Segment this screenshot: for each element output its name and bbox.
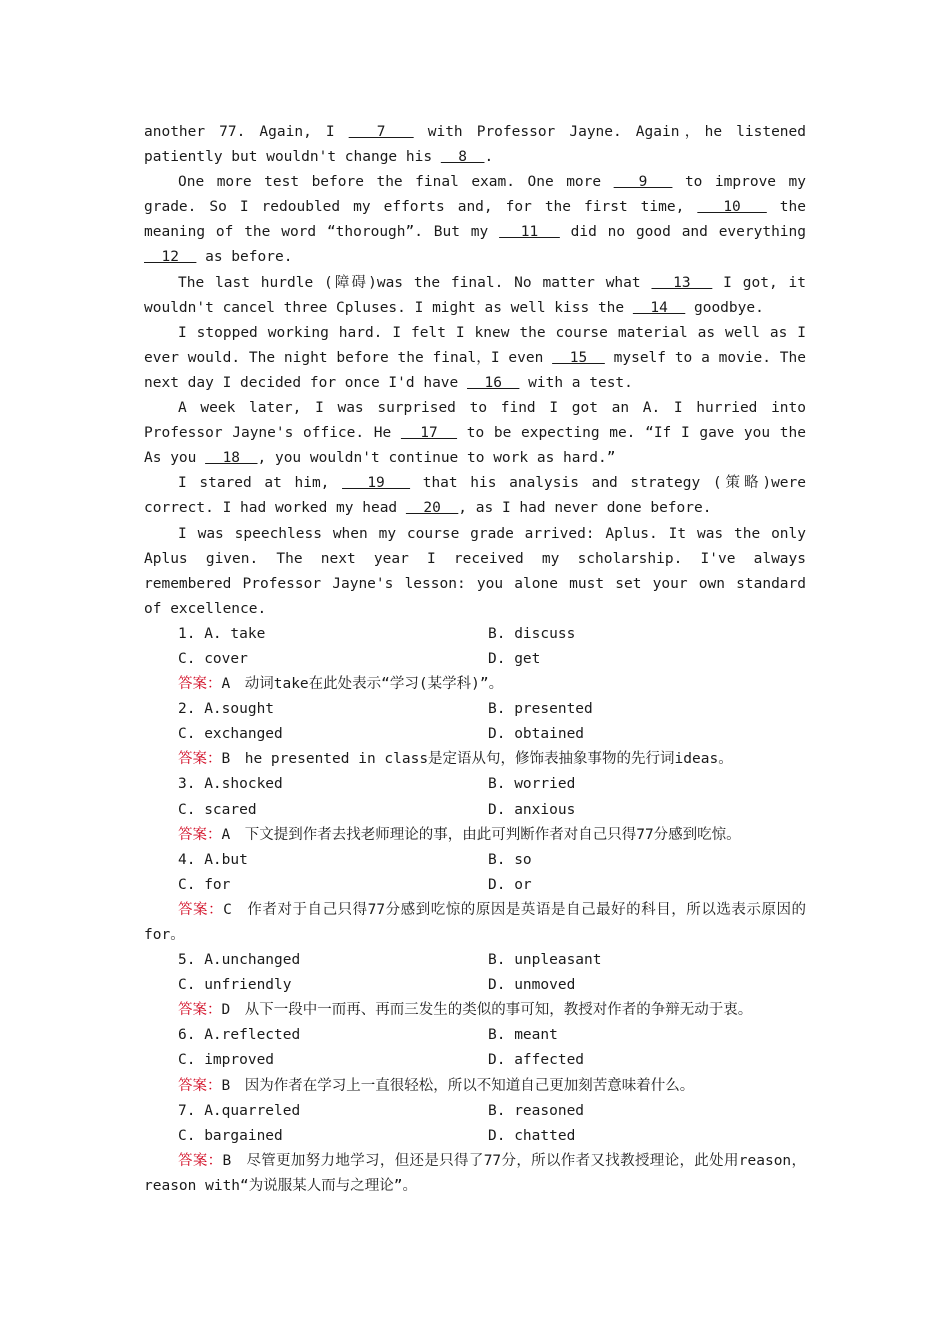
passage-text: myself to a movie. The next day I decided for once I'd have <box>144 349 806 391</box>
answer-label: 答案： <box>178 751 222 768</box>
option-b: B. reasoned <box>488 1102 585 1119</box>
answer-text: C 作者对于自己只得77分感到吃惊的原因是英语是自己最好的科目，所以选表示原因的for。 <box>144 901 807 943</box>
answer-text: B he presented in class是定语从句，修饰表抽象事物的先行词ideas。 <box>221 751 733 768</box>
option-d: D. chatted <box>488 1127 576 1144</box>
option-b: B. discuss <box>488 625 576 642</box>
option-row <box>144 622 806 647</box>
passage-text: the meaning of the word “thorough”. But my <box>144 199 806 241</box>
passage-text: as before. <box>196 249 293 266</box>
answer-label: 答案： <box>178 1152 223 1169</box>
option-row <box>144 873 806 898</box>
option-row <box>144 973 806 998</box>
blank-number: 15 <box>552 349 605 366</box>
blank-number: 11 <box>499 224 560 241</box>
option-c: C. scared <box>178 801 257 818</box>
passage-text: another 77. Again, I <box>144 124 349 140</box>
passage-text: with Professor Jayne. Again，he listened patiently but wouldn't change his <box>144 124 806 166</box>
answer-text: A 动词take在此处表示“学习(某学科)”。 <box>221 676 504 693</box>
passage-text: I stopped working hard. I felt I knew the course material as well as I ever would. The night before the final，I even <box>144 324 806 366</box>
option-row <box>144 948 806 973</box>
passage-paragraph <box>144 170 806 270</box>
option-row <box>144 848 806 873</box>
passage-text: to be expecting me. “If I gave you the As you <box>144 425 806 467</box>
answer-label: 答案： <box>178 676 222 693</box>
answer-text: B 因为作者在学习上一直很轻松，所以不知道自己更加刻苦意味着什么。 <box>221 1077 695 1094</box>
option-a: 3. A.shocked <box>178 776 283 793</box>
option-b: B. presented <box>488 701 593 718</box>
option-row <box>144 1099 806 1124</box>
answer-text: A 下文提到作者去找老师理论的事，由此可判断作者对自己只得77分感到吃惊。 <box>221 826 741 843</box>
passage-text: I was speechless when my course grade arrived: Aplus. It was the only Aplus given. The next year I received my scholarship. I've always remembered Professor Jayne's lesson: you alone must set your own standard of excellence. <box>144 525 806 617</box>
option-c: C. for <box>178 876 231 893</box>
option-c: C. cover <box>178 650 248 667</box>
passage-text: that his analysis and strategy (策略)were correct. I had worked my head <box>144 475 806 517</box>
option-row <box>144 772 806 797</box>
option-b: B. unpleasant <box>488 952 602 969</box>
answer-explanation <box>144 1149 806 1199</box>
passage-paragraph <box>144 321 806 396</box>
answer-explanation <box>144 672 806 697</box>
option-d: D. get <box>488 650 541 667</box>
option-d: D. unmoved <box>488 977 576 994</box>
option-c: C. unfriendly <box>178 977 292 994</box>
option-d: D. anxious <box>488 801 576 818</box>
answer-explanation <box>144 1074 806 1099</box>
passage-text: I got, it wouldn't cancel three Cpluses. I might as well kiss the <box>144 274 806 316</box>
option-row <box>144 722 806 747</box>
answer-explanation <box>144 747 806 772</box>
blank-number: 14 <box>632 299 686 316</box>
passage-text: One more test before the final exam. One more <box>178 174 614 191</box>
cloze-passage <box>144 120 806 622</box>
answer-text: B 尽管更加努力地学习，但还是只得了77分，所以作者又找教授理论，此处用reason，reason with“为说服某人而与之理论”。 <box>144 1152 806 1194</box>
passage-text: did no good and everything <box>559 224 806 241</box>
answer-label: 答案： <box>178 826 222 843</box>
blank-number: 19 <box>342 475 411 492</box>
blank-number: 16 <box>467 374 520 391</box>
answer-explanation <box>144 823 806 848</box>
passage-text: A week later, I was surprised to find I got an A. I hurried into Professor Jayne's office. He <box>144 400 806 442</box>
question-list <box>144 622 806 1199</box>
option-c: C. exchanged <box>178 726 283 743</box>
option-d: D. affected <box>488 1052 585 1069</box>
answer-label: 答案： <box>178 901 224 918</box>
option-c: C. bargained <box>178 1127 283 1144</box>
blank-number: 9 <box>613 174 673 191</box>
passage-text: , you wouldn't continue to work as hard.” <box>257 450 616 467</box>
passage-paragraph <box>144 120 806 170</box>
passage-text: , as I had never done before. <box>458 500 712 517</box>
passage-paragraph <box>144 271 806 321</box>
option-a: 2. A.sought <box>178 701 275 718</box>
blank-number: 10 <box>697 199 767 216</box>
passage-text: goodbye. <box>685 299 764 316</box>
option-row <box>144 697 806 722</box>
answer-explanation <box>144 898 806 948</box>
option-row <box>144 1023 806 1048</box>
option-b: B. meant <box>488 1027 558 1044</box>
passage-paragraph <box>144 471 806 521</box>
blank-number: 17 <box>400 425 458 442</box>
answer-label: 答案： <box>178 1002 222 1019</box>
option-row <box>144 647 806 672</box>
option-row <box>144 798 806 823</box>
option-a: 6. A.reflected <box>178 1027 301 1044</box>
answer-text: D 从下一段中一而再、再而三发生的类似的事可知，教授对作者的争辩无动于衷。 <box>221 1002 753 1019</box>
option-c: C. improved <box>178 1052 275 1069</box>
blank-number: 7 <box>348 124 414 140</box>
option-row <box>144 1124 806 1149</box>
answer-explanation <box>144 998 806 1023</box>
passage-paragraph <box>144 522 806 622</box>
option-b: B. worried <box>488 776 576 793</box>
option-d: D. obtained <box>488 726 585 743</box>
passage-text: with a test. <box>519 374 633 391</box>
blank-number: 20 <box>405 500 459 517</box>
passage-text: The last hurdle (障碍)was the final. No matter what <box>178 274 652 291</box>
option-a: 4. A.but <box>178 851 248 868</box>
passage-text: . <box>484 149 494 166</box>
blank-number: 12 <box>144 249 197 266</box>
document-page <box>144 120 806 1199</box>
blank-number: 18 <box>205 450 258 467</box>
blank-number: 8 <box>440 149 485 166</box>
passage-paragraph <box>144 396 806 471</box>
answer-label: 答案： <box>178 1077 222 1094</box>
option-row <box>144 1048 806 1073</box>
option-a: 1. A. take <box>178 625 266 642</box>
passage-text: I stared at him, <box>178 475 343 492</box>
passage-text: to improve my grade. So I redoubled my efforts and, for the first time, <box>144 174 807 216</box>
option-d: D. or <box>488 876 532 893</box>
blank-number: 13 <box>651 274 713 291</box>
option-a: 7. A.quarreled <box>178 1102 301 1119</box>
option-a: 5. A.unchanged <box>178 952 301 969</box>
option-b: B. so <box>488 851 532 868</box>
